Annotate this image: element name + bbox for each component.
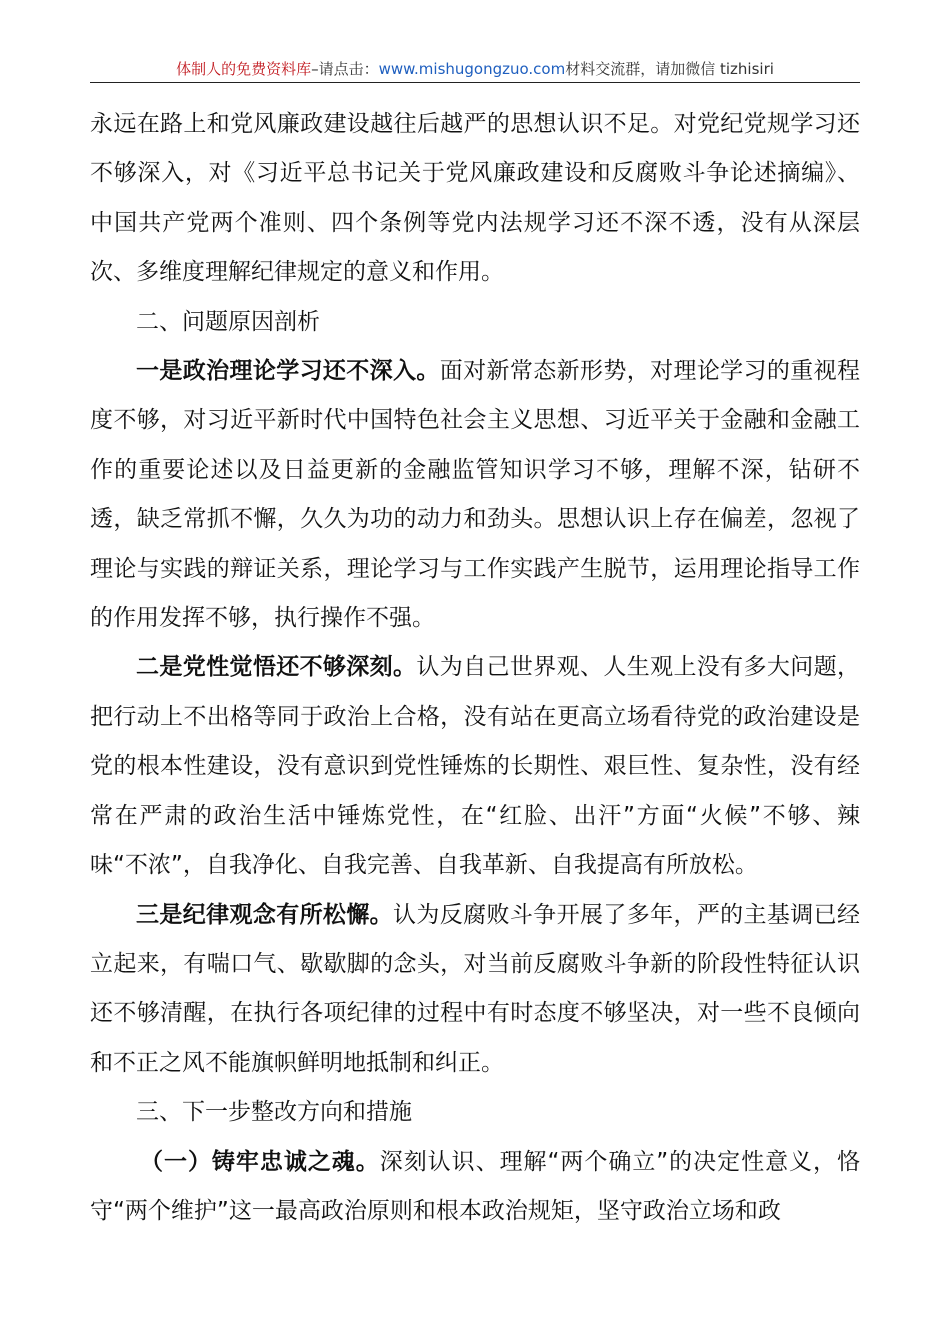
paragraph-continuation: 永远在路上和党风廉政建设越往后越严的思想认识不足。对党纪党规学习还不够深入，对《习近平总书记关于党风廉政建设和反腐败斗争论述摘编》、中国共产党两个准则、四个条例等党内法规学习还不深不透，没有从深层次、多维度理解纪律规定的意义和作用。 — [90, 111, 860, 286]
paragraph-text: 面对新常态新形势，对理论学习的重视程度不够，对习近平新时代中国特色社会主义思想、习近平关于金融和金融工作的重要论述以及日益更新的金融监管知识学习不够，理解不深，钻研不透，缺乏常抓不懈，久久为功的动力和劲头。思想认识上存在偏差，忽视了理论与实践的辩证关系，理论学习与工作实践产生脱节，运用理论指导工作的作用发挥不够，执行操作不强。 — [90, 358, 861, 632]
paragraph-cause-1 — [90, 347, 860, 643]
paragraph-text: 认为反腐败斗争开展了多年，严的主基调已经立起来，有喘口气、歇歇脚的念头，对当前反腐败斗争新的阶段性特征认识还不够清醒，在执行各项纪律的过程中有时态度不够坚决，对一些不良倾向和不正之风不能旗帜鲜明地抵制和纠正。 — [90, 901, 861, 1076]
page-header — [90, 58, 860, 80]
document-body — [90, 100, 860, 1236]
header-brand: 体制人的免费资料库 — [176, 60, 312, 78]
header-divider — [90, 82, 860, 83]
paragraph-text: 深刻认识、理解“两个确立”的决定性意义，恪守“两个维护”这一最高政治原则和根本政治规矩，坚守政治立场和政 — [90, 1148, 860, 1224]
paragraph-measure-1 — [90, 1138, 860, 1237]
header-link[interactable]: www.mishugongzuo.com — [378, 60, 566, 78]
paragraph-cause-3 — [90, 891, 860, 1089]
paragraph-cause-2 — [90, 643, 860, 890]
section-heading-causes: 二、问题原因剖析 — [136, 308, 320, 335]
paragraph-text: 认为自己世界观、人生观上没有多大问题，把行动上不出格等同于政治上合格，没有站在更高立场看待党的政治建设是党的根本性建设，没有意识到党性锤炼的长期性、艰巨性、复杂性，没有经常在严肃的政治生活中锤炼党性，在“红脸、出汗”方面“火候”不够、辣味“不浓”，自我净化、自我完善、自我革新、自我提高有所放松。 — [90, 654, 861, 879]
paragraph-lead: 一是政治理论学习还不深入。 — [136, 358, 440, 385]
header-tail: 材料交流群，请加微信 tizhisiri — [565, 60, 774, 78]
paragraph-lead: （一）铸牢忠诚之魂。 — [140, 1148, 380, 1175]
paragraph-lead: 三是纪律观念有所松懈。 — [136, 901, 394, 928]
section-heading-measures: 三、下一步整改方向和措施 — [136, 1099, 412, 1126]
header-prompt: –请点击： — [311, 60, 379, 78]
paragraph-lead: 二是党性觉悟还不够深刻。 — [136, 654, 417, 681]
